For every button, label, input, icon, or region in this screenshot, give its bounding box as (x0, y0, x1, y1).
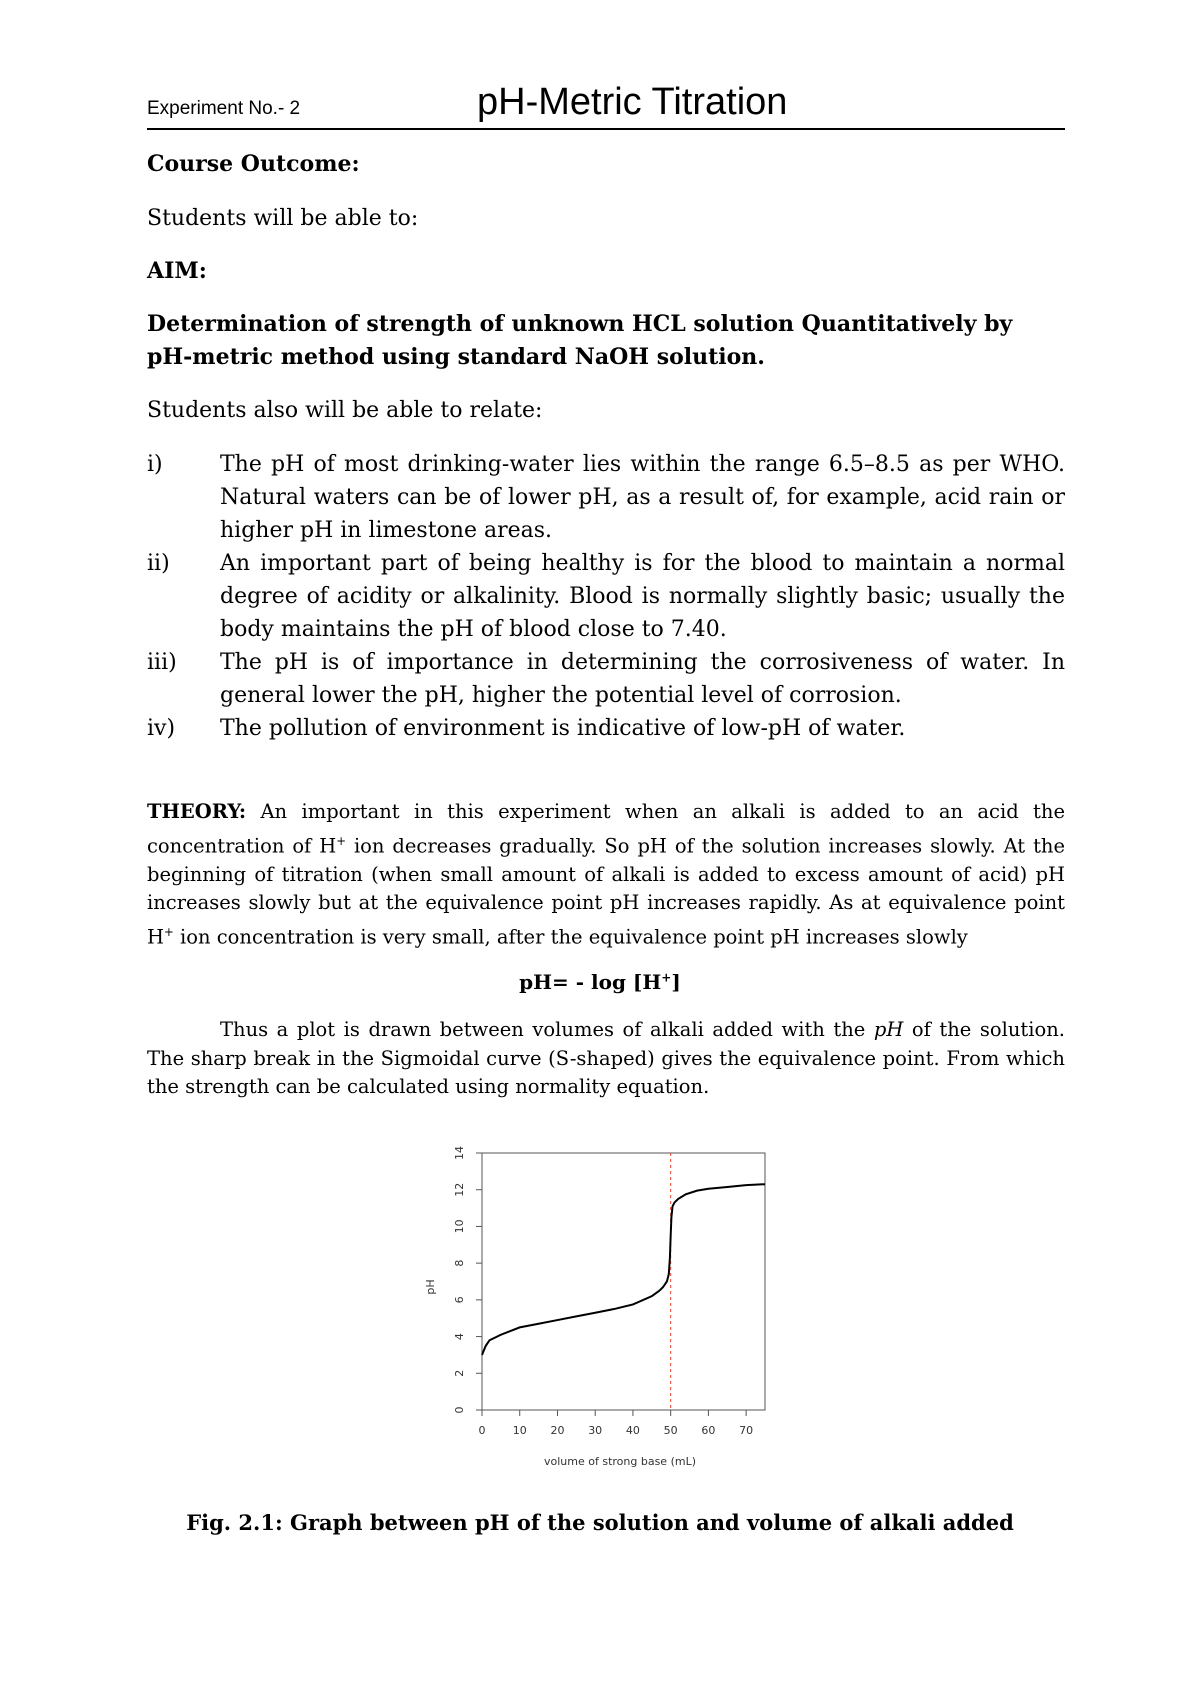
formula-part-a: pH= - log [H (519, 970, 662, 994)
course-outcome-text: Students will be able to: (147, 206, 419, 231)
formula-part-b: ] (671, 970, 681, 994)
theory-sup-2: + (164, 924, 174, 939)
list-item (147, 547, 1065, 646)
formula-sup: + (661, 970, 672, 985)
list-item (147, 448, 1065, 547)
page-title: pH-Metric Titration (477, 81, 788, 123)
para2-text-a: Thus a plot is drawn between volumes of alkali added with the (220, 1018, 874, 1041)
aim-text: Determination of strength of unknown HCL solution Quantitatively by pH-metric method using standard NaOH solution. (147, 311, 1013, 370)
y-axis-label: pH (424, 1279, 437, 1295)
ph-formula (0, 970, 1200, 994)
x-tick-label: 30 (588, 1424, 603, 1437)
list-item-text: The pollution of environment is indicative of low-pH of water. (220, 716, 906, 741)
list-item-number: iii) (147, 650, 177, 675)
x-axis-label: volume of strong base (mL) (544, 1455, 696, 1468)
x-tick-label: 0 (478, 1424, 486, 1437)
x-tick-label: 40 (625, 1424, 640, 1437)
page-header (147, 72, 1065, 130)
experiment-number: Experiment No.- 2 (147, 98, 301, 119)
list-item-number: iv) (147, 716, 176, 741)
list-item-text: An important part of being healthy is for the blood to maintain a normal degree of acidity or alkalinity. Blood is normally slightly basic; usually the body maintains the pH of blood close to 7.40. (220, 551, 1065, 642)
plot-frame (482, 1153, 765, 1410)
x-tick-label: 50 (663, 1424, 678, 1437)
ph-curve-line (482, 1184, 765, 1355)
theory-paragraph-2 (147, 1016, 1065, 1102)
list-item-text: The pH of most drinking-water lies within the range 6.5–8.5 as per WHO. Natural waters can be of lower pH, as a result of, for example, acid rain or higher pH in limestone areas. (220, 452, 1065, 543)
theory-text-b: ion decreases gradually. So pH of the solution increases slowly. At the beginning of titration (when small amount of alkali is added to excess amount of acid) pH increases slowly but at the equivalence point pH increases rapidly. As at equivalence point H (147, 834, 1066, 948)
y-tick-label: 2 (453, 1369, 466, 1377)
theory-text-c: ion concentration is very small, after the equivalence point pH increases slowly (173, 925, 968, 948)
x-tick-label: 20 (550, 1424, 565, 1437)
theory-sup-1: + (336, 833, 347, 848)
y-tick-label: 0 (453, 1406, 466, 1414)
y-tick-label: 10 (453, 1219, 466, 1234)
list-item (147, 646, 1065, 712)
relate-intro: Students also will be able to relate: (147, 398, 543, 423)
list-item-number: i) (147, 452, 163, 477)
list-item-number: ii) (147, 551, 170, 576)
list-item (147, 712, 1065, 745)
theory-paragraph (147, 798, 1065, 952)
relate-list (147, 448, 1065, 745)
para2-text-b: of the solution. The sharp break in the Sigmoidal curve (S-shaped) gives the equivalence point. From which the strength can be calculated using normality equation. (147, 1018, 1065, 1098)
x-tick-label: 60 (701, 1424, 716, 1437)
titration-chart (420, 1135, 780, 1475)
x-tick-label: 70 (739, 1424, 754, 1437)
aim-heading: AIM: (147, 258, 207, 284)
theory-label: THEORY: (147, 800, 247, 823)
figure-caption: Fig. 2.1: Graph between pH of the solution and volume of alkali added (186, 1510, 1014, 1535)
y-tick-label: 4 (453, 1333, 466, 1341)
x-tick-label: 10 (512, 1424, 527, 1437)
list-item-text: The pH is of importance in determining the corrosiveness of water. In general lower the pH, higher the potential level of corrosion. (220, 650, 1065, 708)
y-tick-label: 6 (453, 1296, 466, 1304)
theory-text-a: An important in this experiment when an alkali is added to an acid the concentration of H (147, 800, 1065, 857)
y-tick-label: 8 (453, 1259, 466, 1267)
course-outcome-heading: Course Outcome: (147, 151, 360, 177)
para2-italic: pH (873, 1018, 904, 1041)
y-tick-label: 12 (453, 1182, 466, 1197)
y-tick-label: 14 (453, 1146, 466, 1160)
